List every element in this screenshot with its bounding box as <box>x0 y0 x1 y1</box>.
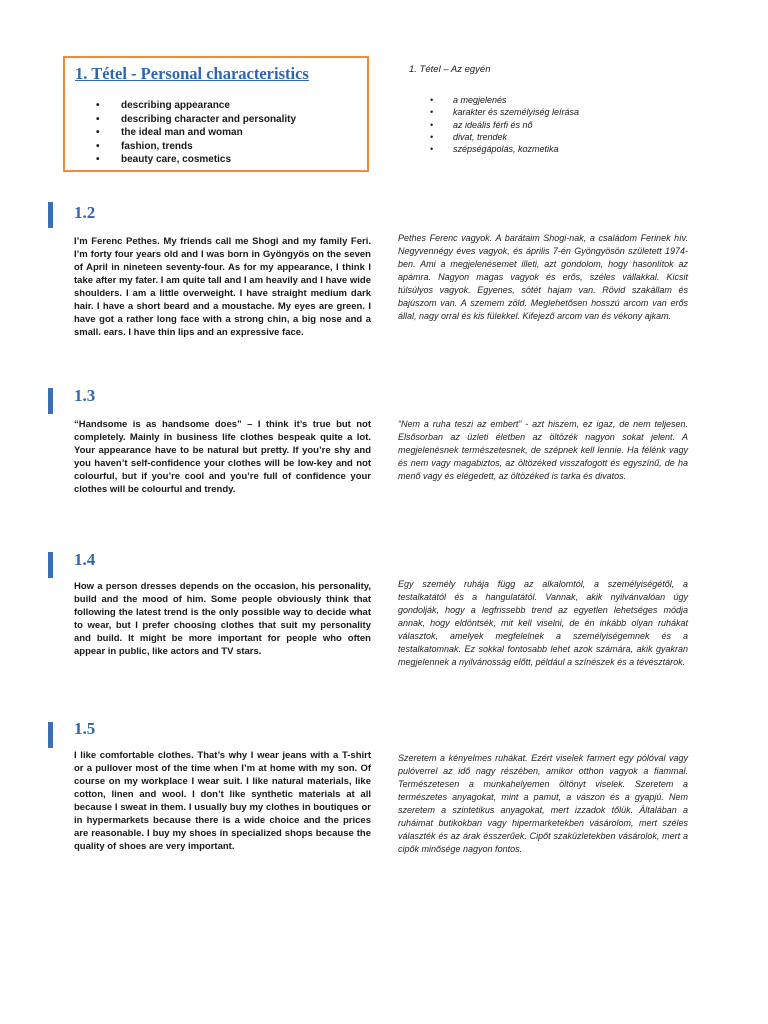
section-accent-bar <box>48 388 53 414</box>
section-text-english: I like comfortable clothes. That’s why I wear jeans with a T-shirt or a pullover most of the time when I’m at home with my son. Of course on my workplace I wear suit. I like natural materials, like cotton, linen and wool. I don’t like synthetic materials at all because I sweat in them. I usually buy my clothes in boutiques or in hypermarkets because there is a wide choice and the prices are reasonable. I buy my shoes in specialized shops because the quality of shoes are very important. <box>74 750 371 852</box>
section-text-english: I’m Ferenc Pethes. My friends call me Shogi and my family Feri. I’m forty four years old and I was born in Gyöngyös on the seven of April in nineteen seventy-four. As for my appearance, I think I take after my fater. I am quite tall and I am heavily and I have wide shoulders. I am a little overweight. I have straight medium dark hair. I have a short beard and a moustache. My eyes are green. I have got a rather long face with a strong chin, a big nose and a small. ears. I have thin lips and an expressive face. <box>74 236 371 338</box>
topic-item: • beauty care, cosmetics <box>96 153 296 167</box>
topic-item-hungarian: • karakter és személyiség leírása <box>430 106 579 118</box>
topic-item-hungarian: • a megjelenés <box>430 94 579 106</box>
topic-item: • describing character and personality <box>96 113 296 127</box>
topic-item-hungarian: • az ideális férfi és nő <box>430 119 579 131</box>
topic-item-hungarian: • divat, trendek <box>430 131 579 143</box>
section-accent-bar <box>48 552 53 578</box>
section-text-hungarian: Szeretem a kényelmes ruhákat. Ezért viselek farmert egy pólóval vagy pulóverrel az idő nagy részében, amikor otthon vagyok a fiammal. Természetesen a munkahelyemen öltönyt viselek. Szeretem a természetes anyagokat, mint a pamut, a vászon és a gyapjú. Nem szeretem a szintetikus anyagokat, mert izzadok tőlük. Általában a ruháimat butikokban vagy hipermarketekben vásárolom, mert széles választék és az árak ésszerűek. Cipőt szaküzletekben vásárolok, mert a cipők minősége nagyon fontos. <box>398 753 688 854</box>
topic-title: 1. Tétel - Personal characteristics <box>75 64 309 83</box>
topic-item: • describing appearance <box>96 99 296 113</box>
section-accent-bar <box>48 722 53 748</box>
section-text-hungarian: “Nem a ruha teszi az embert” - azt hiszem, ez igaz, de nem teljesen. Elsősorban az üzleti életben az öltözék nagyon sokat jelent. A megjelenésnek természetesnek, de szépnek kell lennie. Ha félénk vagy és nem vagy magabiztos, az öltözéked visszafogott és egyszínű, de ha menő vagy és elégedett, az öltözéked is tarka és divatos. <box>398 419 688 481</box>
section-number: 1.5 <box>74 719 96 738</box>
section-text-english: “Handsome is as handsome does” – I think it’s true but not completely. Mainly in business life clothes bespeak quite a lot. Your appearance have to be natural but pretty. If you’re shy and you haven’t self-confidence your clothes will be low-key and not colourful, but if you’re cool and you’re full of confidence your clothes will be colourful and trendy. <box>74 419 371 495</box>
topic-item-hungarian: • szépségápolás, kozmetika <box>430 143 579 155</box>
section-number: 1.3 <box>74 386 96 405</box>
topic-item: • the ideal man and woman <box>96 126 296 140</box>
section-text-hungarian: Pethes Ferenc vagyok. A barátaim Shogi-nak, a családom Ferinek hív. Negyvennégy éves vagyok, és április 7-én Gyöngyösön született 1974-ben. Ami a megjelenésemet illeti, azt gondolom, hogy hasonlítok az apámra. Nagyon magas vagyok és erős, széles vállakkal. Kicsit túlsúlyos vagyok. Egyenes, sötét hajam van. Rövid szakállam és bajúszom van. A szemem zöld. Meglehetősen hosszú arcom van erős állal, nagy orral és kis fülekkel. Kifejező arcom van és vékony ajkam. <box>398 233 688 321</box>
topic-item: • fashion, trends <box>96 140 296 154</box>
topic-title-hungarian: 1. Tétel – Az egyén <box>409 64 491 75</box>
topic-list <box>96 99 296 167</box>
section-accent-bar <box>48 202 53 228</box>
section-number: 1.4 <box>74 550 96 569</box>
topic-list-hungarian <box>430 94 579 155</box>
section-text-hungarian: Egy személy ruhája függ az alkalomtól, a személyiségétől, a testalkatától és a hangulatától. Vannak, akik nyilvánvalóan úgy gondolják, hogy a legfrissebb trend az egyetlen lehetséges módja annak, hogy eldöntsék, mit kell viselni, de én inkább olyan ruhákat választok, amelyek megfelelnek a személyiségemnek és a testalkatomnak. Ez sokkal fontosabb lehet azok számára, akik gyakran megjelennek a nyilvánosság előtt, például a színészek és a tévésztárok. <box>398 579 688 667</box>
section-text-english: How a person dresses depends on the occasion, his personality, build and the mood of him. Some people obviously think that following the latest trend is the only possible way to decide what to wear, but I prefer choosing clothes that suit my personality and build. It might be more important for people who often appear in public, like actors and TV stars. <box>74 581 371 657</box>
section-number: 1.2 <box>74 203 96 222</box>
